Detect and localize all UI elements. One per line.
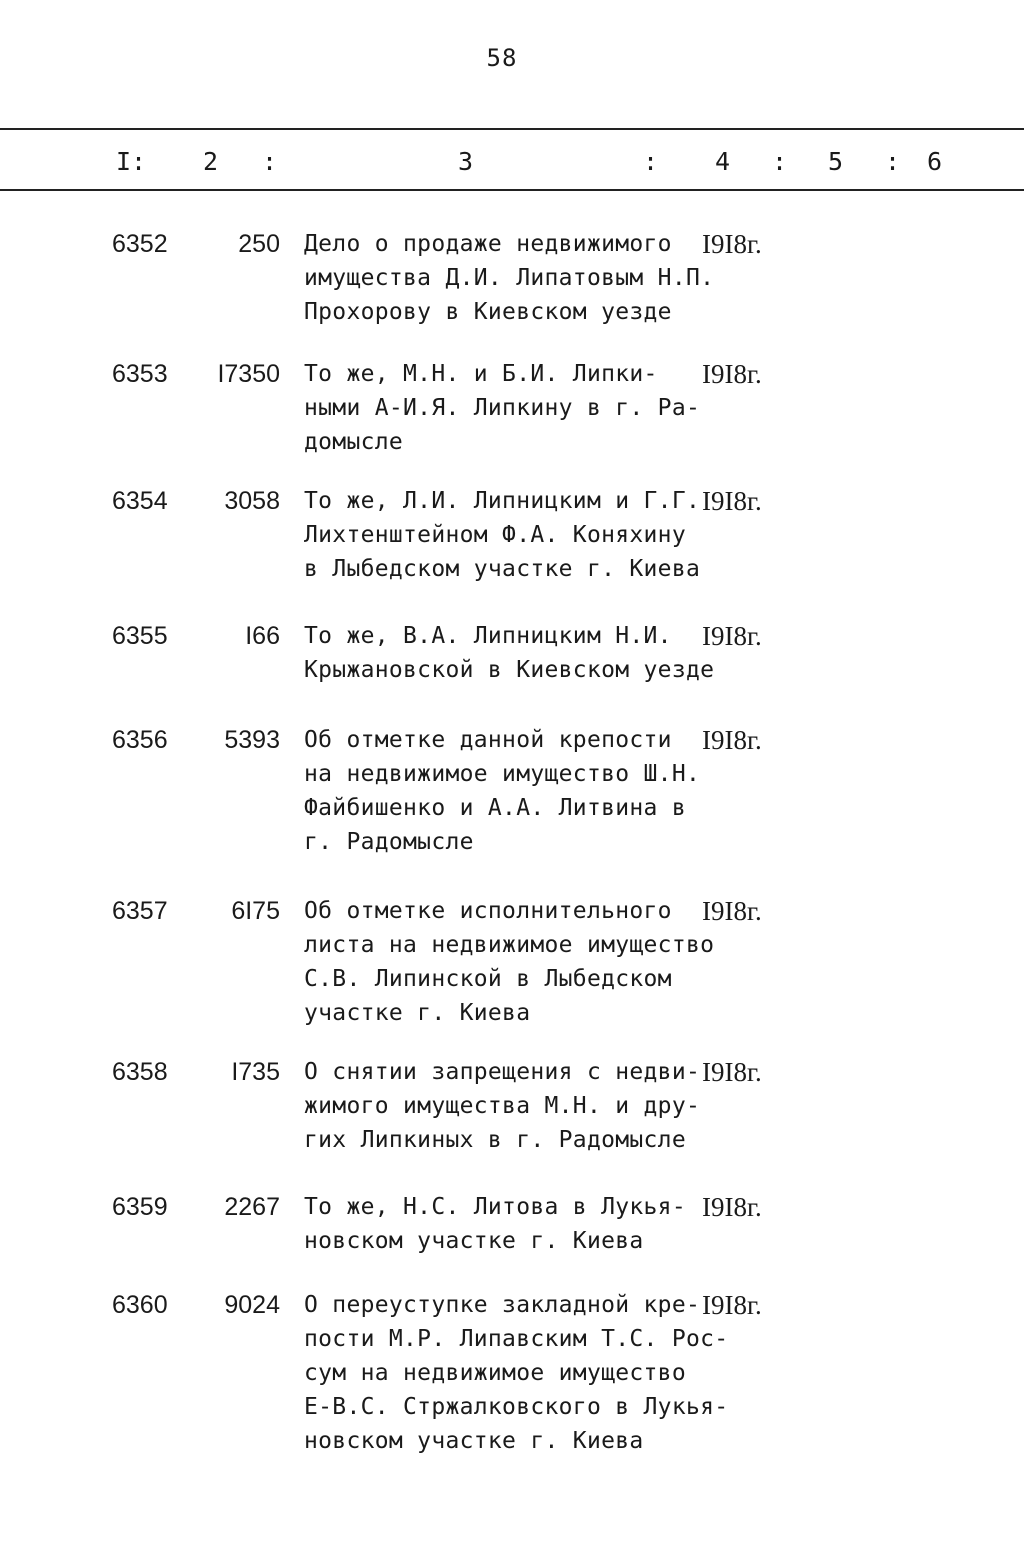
entry-old-number: I735 xyxy=(231,1058,280,1086)
entry-description xyxy=(304,1288,728,1458)
entry-year: I9I8г. xyxy=(702,725,762,755)
entry-description xyxy=(304,723,700,859)
entry-description xyxy=(304,227,714,329)
entry-number: 6360 xyxy=(112,1291,168,1319)
entry-description xyxy=(304,894,714,1030)
entry-description xyxy=(304,357,700,459)
column-separator: : xyxy=(262,147,278,176)
description-line: участке г. Киева xyxy=(304,1000,531,1026)
description-line: сум на недвижимое имущество xyxy=(304,1360,686,1386)
entry-number: 6355 xyxy=(112,622,168,650)
description-line: С.В. Липинской в Лыбедском xyxy=(304,966,672,992)
header-bottom-rule xyxy=(0,189,1024,191)
description-line: ными А-И.Я. Липкину в г. Ра- xyxy=(304,395,701,421)
description-line: Е-В.С. Стржалковского в Лукья- xyxy=(304,1394,729,1420)
entry-old-number: I66 xyxy=(245,622,280,650)
description-line: домысле xyxy=(304,429,404,455)
entry-year: I9I8г. xyxy=(702,486,762,516)
entry-description xyxy=(304,619,714,687)
column-header-2: 2 xyxy=(203,147,219,176)
entry-year: I9I8г. xyxy=(702,229,762,259)
entry-year: I9I8г. xyxy=(702,621,762,651)
description-line: гих Липкиных в г. Радомысле xyxy=(304,1127,686,1153)
entry-number: 6352 xyxy=(112,230,168,258)
description-line: имущества Д.И. Липатовым Н.П. xyxy=(304,265,715,291)
description-line: То же, В.А. Липницким Н.И. xyxy=(304,623,672,649)
description-line: Файбишенко и А.А. Литвина в xyxy=(304,795,686,821)
entry-year: I9I8г. xyxy=(702,359,762,389)
entry-old-number: 250 xyxy=(238,230,280,258)
description-line: на недвижимое имущество Ш.Н. xyxy=(304,761,701,787)
column-separator: : xyxy=(885,147,901,176)
description-line: Дело о продаже недвижимого xyxy=(304,231,672,257)
description-line: листа на недвижимое имущество xyxy=(304,932,715,958)
description-line: жимого имущества М.Н. и дру- xyxy=(304,1093,701,1119)
entry-old-number: I7350 xyxy=(217,360,280,388)
description-line: То же, Л.И. Липницким и Г.Г. xyxy=(304,488,701,514)
description-line: в Лыбедском участке г. Киева xyxy=(304,556,701,582)
entry-description xyxy=(304,1190,686,1258)
header-top-rule xyxy=(0,128,1024,130)
entry-old-number: 2267 xyxy=(224,1193,280,1221)
page-number: 58 xyxy=(486,44,518,72)
entry-old-number: 5393 xyxy=(224,726,280,754)
entry-number: 6359 xyxy=(112,1193,168,1221)
description-line: Лихтенштейном Ф.А. Коняхину xyxy=(304,522,686,548)
entry-number: 6356 xyxy=(112,726,168,754)
entry-number: 6358 xyxy=(112,1058,168,1086)
entry-old-number: 6I75 xyxy=(231,897,280,925)
column-header-1: I: xyxy=(116,147,147,176)
entry-number: 6354 xyxy=(112,487,168,515)
entry-year: I9I8г. xyxy=(702,1192,762,1222)
column-header-4: 4 xyxy=(715,147,731,176)
column-separator: : xyxy=(772,147,788,176)
description-line: Прохорову в Киевском уезде xyxy=(304,299,672,325)
column-header-6: 6 xyxy=(927,147,943,176)
description-line: пости М.Р. Липавским Т.С. Рос- xyxy=(304,1326,729,1352)
description-line: Об отметке данной крепости xyxy=(304,727,672,753)
description-line: новском участке г. Киева xyxy=(304,1228,644,1254)
entry-year: I9I8г. xyxy=(702,1057,762,1087)
entry-year: I9I8г. xyxy=(702,896,762,926)
description-line: Об отметке исполнительного xyxy=(304,898,672,924)
description-line: То же, Н.С. Литова в Лукья- xyxy=(304,1194,686,1220)
entry-old-number: 3058 xyxy=(224,487,280,515)
description-line: То же, М.Н. и Б.И. Липки- xyxy=(304,361,658,387)
column-header-3: 3 xyxy=(458,147,474,176)
description-line: О переуступке закладной кре- xyxy=(304,1292,701,1318)
description-line: О снятии запрещения с недви- xyxy=(304,1059,701,1085)
entry-year: I9I8г. xyxy=(702,1290,762,1320)
description-line: г. Радомысле xyxy=(304,829,474,855)
entry-description xyxy=(304,484,700,586)
entry-number: 6353 xyxy=(112,360,168,388)
column-header-5: 5 xyxy=(828,147,844,176)
entry-number: 6357 xyxy=(112,897,168,925)
entry-old-number: 9024 xyxy=(224,1291,280,1319)
column-separator: : xyxy=(643,147,659,176)
entry-description xyxy=(304,1055,700,1157)
description-line: новском участке г. Киева xyxy=(304,1428,644,1454)
description-line: Крыжановской в Киевском уезде xyxy=(304,657,715,683)
